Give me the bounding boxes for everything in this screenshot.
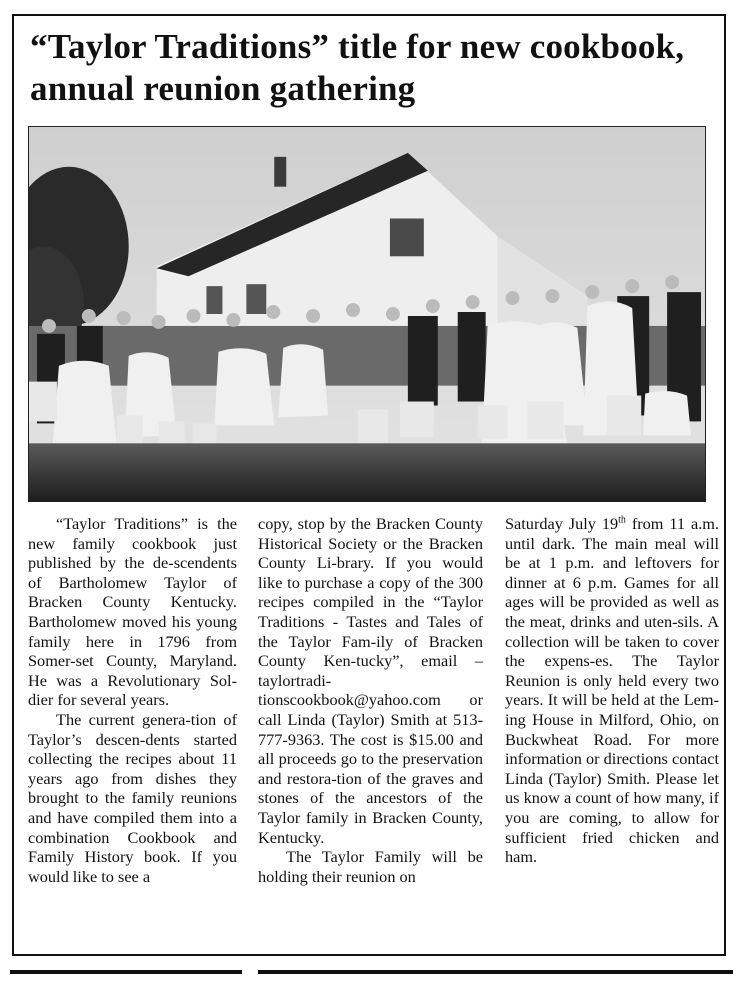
family-reunion-photo: [28, 126, 706, 502]
paragraph: The current genera-tion of Taylor’s descen-dents started collecting the recipes about 11 years ago from dishes they brought to the family reunions and have compiled them into a combination Cookbook and Family History book. If you would like to see a: [28, 709, 237, 886]
article-headline: “Taylor Traditions” title for new cookbook, annual reunion gathering: [30, 27, 685, 108]
family-reunion-photo-icon: [29, 127, 705, 501]
article-column-3: [505, 514, 719, 867]
paragraph: copy, stop by the Bracken County Historical Society or the Bracken County Li-brary. If you would like to purchase a copy of the 300 recipes compiled in the “Taylor Traditions - Tastes and Tales of the Taylor Fam-ily of Bracken County Ken-tucky”, email – taylortradi-tionscookbook@yahoo.com or call Linda (Taylor) Smith at 513-777-9363. The cost is $15.00 and all proceeds go to the preservation and restora-tion of the graves and stones of the ancestors of the Taylor family in Bracken County, Kentucky.: [258, 514, 483, 847]
text-run: from 11 a.m. until dark. The main meal will be at 1 p.m. and leftovers for dinner at 6 p.m. Games for all ages will be provided as well as the meat, drinks and uten-sils. A collection will be taken to cover the expens-es. The Taylor Reunion is only held every two years. It will be held at the Lem-ing House in Milford, Ohio, on Buckwheat Road. For more information or directions contact Linda (Taylor) Smith. Please let us know a count of how many, if you are coming, to allow for sufficient fried chicken and ham.: [505, 514, 719, 867]
paragraph: “Taylor Traditions” is the new family cookbook just published by the de-scendents of Bartholomew Taylor of Bracken County Kentucky. Bartholomew moved his young family here in 1796 from Somer-set County, Maryland. He was a Revolutionary Sol-dier for several years.: [28, 514, 237, 710]
paragraph: [505, 514, 719, 867]
text-run: Saturday July 19: [505, 514, 619, 533]
article-column-2: [258, 514, 483, 886]
paragraph: The Taylor Family will be holding their reunion on: [258, 847, 483, 886]
superscript: th: [618, 514, 626, 526]
bottom-rule: [10, 970, 242, 974]
article-column-1: [28, 514, 237, 886]
bottom-rule: [258, 970, 733, 974]
